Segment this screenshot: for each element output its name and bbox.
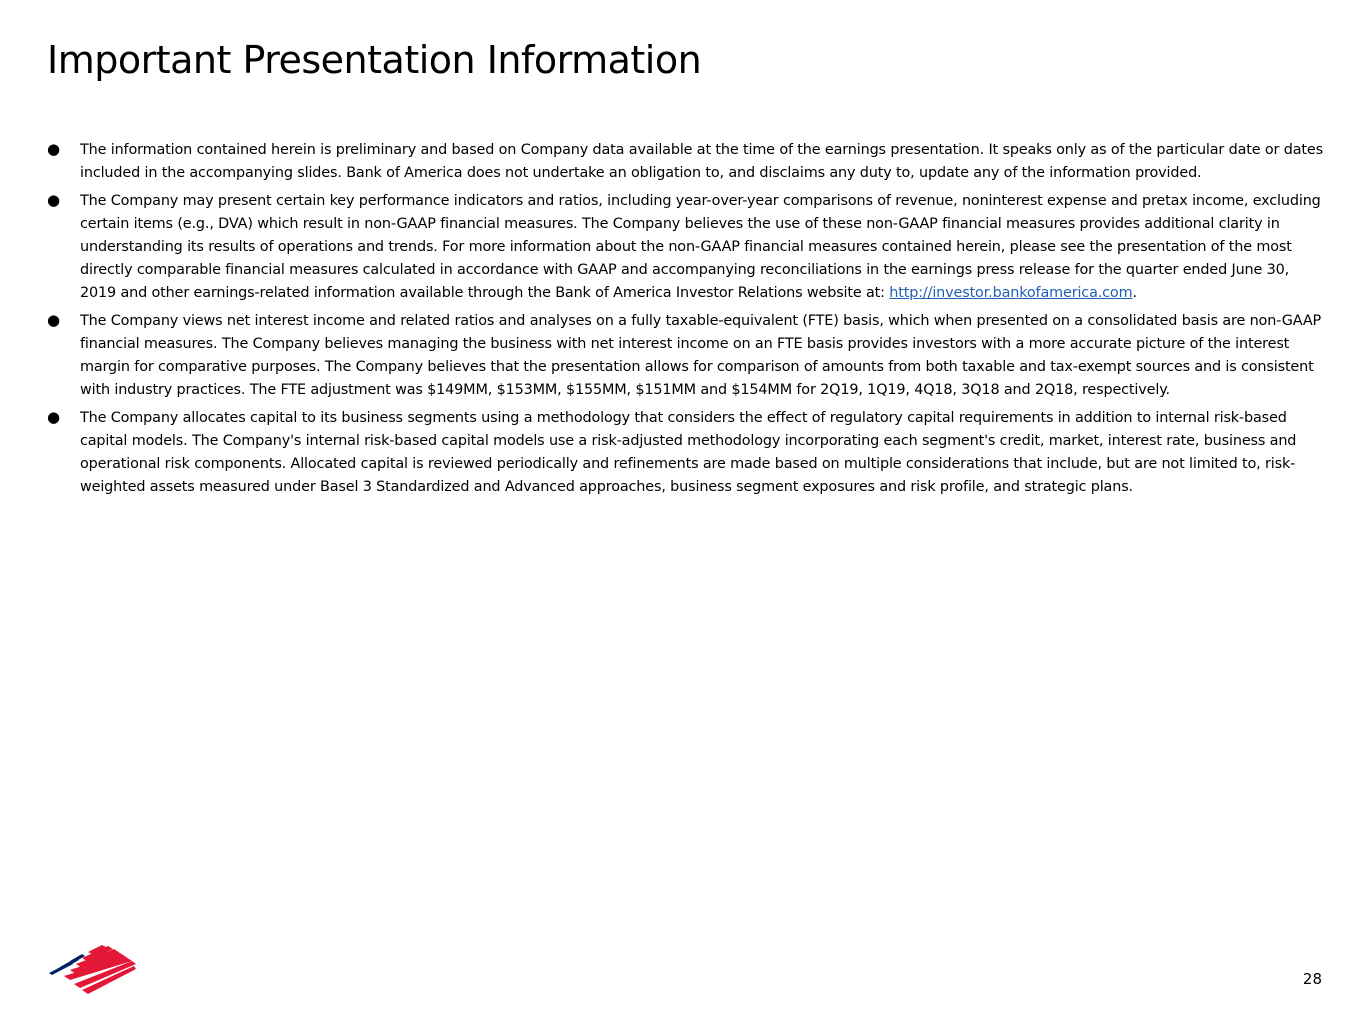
- list-item: [47, 310, 1327, 402]
- page-title: Important Presentation Information: [47, 38, 702, 82]
- bullet-icon: ●: [47, 311, 60, 329]
- logo-red-stripes: [64, 945, 136, 994]
- bullet-icon: ●: [47, 191, 60, 209]
- list-item: [47, 190, 1327, 305]
- bullet-text-end: .: [1132, 285, 1137, 301]
- bullet-text: The Company may present certain key performance indicators and ratios, including year-over-year comparisons of revenue, noninterest expense and pretax income, excluding certain items (e.g., DVA) which result in non-GAAP financial measures. The Company believes the use of these non-GAAP financial measures provides additional clarity in understanding its results of operations and trends. For more information about the non-GAAP financial measures contained herein, please see the presentation of the most directly comparable financial measures calculated in accordance with GAAP and accompanying reconciliations in the earnings press release for the quarter ended June 30, 2019 and other earnings-related information available through the Bank of America Investor Relations website at:: [80, 193, 1321, 301]
- bullet-text: The Company views net interest income and related ratios and analyses on a fully taxable-equivalent (FTE) basis, which when presented on a consolidated basis are non-GAAP financial measures. The Company believes managing the business with net interest income on an FTE basis provides investors with a more accurate picture of the interest margin for comparative purposes. The Company believes that the presentation allows for comparison of amounts from both taxable and tax-exempt sources and is consistent with industry practices. The FTE adjustment was $149MM, $153MM, $155MM, $151MM and $154MM for 2Q19, 1Q19, 4Q18, 3Q18 and 2Q18, respectively.: [80, 313, 1322, 398]
- bullet-list: [47, 139, 1327, 504]
- bullet-text: The information contained herein is preliminary and based on Company data available at the time of the earnings presentation. It speaks only as of the particular date or dates included in the accompanying slides. Bank of America does not undertake an obligation to, and disclaims any duty to, update any of the information provided.: [80, 142, 1323, 181]
- list-item: [47, 139, 1327, 185]
- page-number: 28: [1302, 970, 1322, 988]
- bullet-icon: ●: [47, 408, 60, 426]
- bank-flag-logo-icon: [46, 944, 138, 996]
- list-item: [47, 407, 1327, 499]
- bullet-text: The Company allocates capital to its business segments using a methodology that considers the effect of regulatory capital requirements in addition to internal risk-based capital models. The Company's internal risk-based capital models use a risk-adjusted methodology incorporating each segment's credit, market, interest rate, business and operational risk components. Allocated capital is reviewed periodically and refinements are made based on multiple considerations that include, but are not limited to, risk-weighted assets measured under Basel 3 Standardized and Advanced approaches, business segment exposures and risk profile, and strategic plans.: [80, 410, 1297, 495]
- bullet-icon: ●: [47, 140, 60, 158]
- investor-relations-link[interactable]: http://investor.bankofamerica.com: [889, 285, 1133, 301]
